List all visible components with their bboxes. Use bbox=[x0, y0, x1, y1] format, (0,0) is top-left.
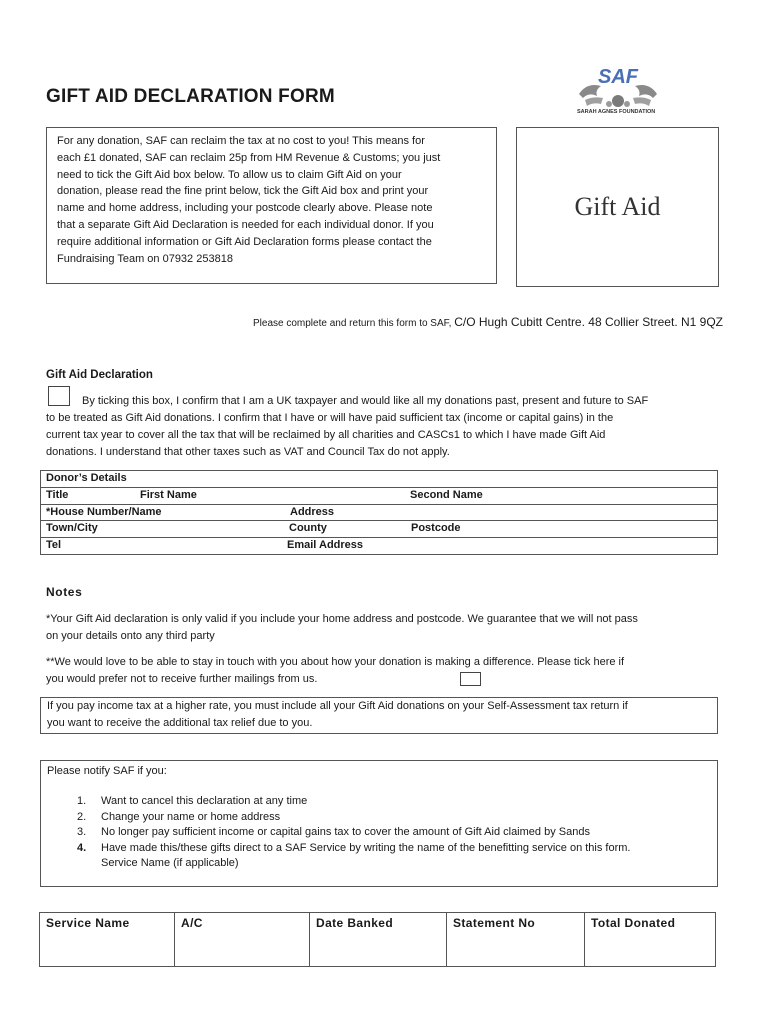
item-text: Have made this/these gifts direct to a SAF Service by writing the name of the benefitting service on this form. bbox=[101, 841, 631, 854]
declaration-heading: Gift Aid Declaration bbox=[46, 369, 153, 381]
no-mailings-checkbox[interactable] bbox=[460, 672, 481, 686]
intro-line: donation, please read the fine print below, tick the Gift Aid box and print your bbox=[57, 185, 429, 198]
postcode-label: Postcode bbox=[411, 522, 461, 535]
declaration-first-line: By ticking this box, I confirm that I am a UK taxpayer and would like all my donations past, present and future to SAF bbox=[82, 395, 649, 407]
tel-label: Tel bbox=[46, 539, 62, 552]
note-1-line: *Your Gift Aid declaration is only valid if you include your home address and postcode. We guarantee that we will not pass bbox=[46, 613, 638, 625]
item-number: 2. bbox=[77, 810, 87, 823]
service-name-line: Service Name (if applicable) bbox=[101, 857, 239, 869]
statement-no-header: Statement No bbox=[453, 916, 536, 930]
saf-logo bbox=[573, 68, 663, 118]
declaration-line: current tax year to cover all the tax that will be reclaimed by all charities and CASCs1 to which I have made Gift Aid bbox=[46, 429, 606, 441]
item-number: 3. bbox=[77, 826, 87, 838]
first-name-label: First Name bbox=[140, 488, 197, 501]
county-label: County bbox=[289, 522, 327, 535]
banking-table bbox=[39, 912, 716, 967]
intro-line: need to tick the Gift Aid box below. To allow us to claim Gift Aid on your bbox=[57, 168, 402, 181]
donor-heading: Donor’s Details bbox=[46, 472, 127, 484]
notify-box bbox=[40, 760, 718, 887]
notify-list bbox=[47, 794, 711, 872]
second-name-label: Second Name bbox=[410, 488, 483, 501]
statement-no-column[interactable] bbox=[447, 913, 585, 967]
notify-heading: Please notify SAF if you: bbox=[47, 765, 167, 777]
gift-aid-box bbox=[516, 127, 719, 287]
town-label: Town/City bbox=[46, 522, 98, 535]
intro-line: each £1 donated, SAF can reclaim 25p from HM Revenue & Customs; you just bbox=[57, 151, 441, 164]
service-name-column[interactable] bbox=[40, 913, 175, 967]
list-item bbox=[47, 856, 711, 872]
declaration-line: to be treated as Gift Aid donations. I confirm that I have or will have paid sufficient tax (income or capital gains) in the bbox=[46, 412, 614, 424]
note-2-line: **We would love to be able to stay in touch with you about how your donation is making a difference. Please tick here if bbox=[46, 656, 625, 668]
notes-heading: Notes bbox=[46, 585, 83, 599]
email-label: Email Address bbox=[287, 539, 364, 552]
address-label: Address bbox=[290, 505, 335, 518]
note-2-line: you would prefer not to receive further mailings from us. bbox=[46, 673, 318, 685]
return-prefix: Please complete and return this form to SAF, bbox=[253, 318, 455, 329]
page-title: GIFT AID DECLARATION FORM bbox=[46, 86, 335, 107]
intro-line: Fundraising Team on 07932 253818 bbox=[57, 252, 233, 265]
donor-town-row[interactable] bbox=[41, 521, 718, 538]
intro-line: name and home address, including your postcode clearly above. Please note bbox=[57, 202, 433, 215]
higher-rate-line: If you pay income tax at a higher rate, you must include all your Gift Aid donations on your Self-Assessment tax return if bbox=[47, 700, 628, 712]
return-address-line bbox=[0, 315, 723, 329]
donor-address-row[interactable] bbox=[41, 504, 718, 521]
higher-rate-line: you want to receive the additional tax relief due to you. bbox=[47, 717, 313, 729]
intro-line: require additional information or Gift Aid Declaration forms please contact the bbox=[57, 235, 432, 248]
total-donated-column[interactable] bbox=[585, 913, 716, 967]
ac-column[interactable] bbox=[175, 913, 310, 967]
list-item bbox=[47, 794, 711, 810]
date-banked-column[interactable] bbox=[310, 913, 447, 967]
ac-header: A/C bbox=[181, 916, 203, 930]
item-text: No longer pay sufficient income or capital gains tax to cover the amount of Gift Aid claimed by Sands bbox=[101, 826, 590, 838]
declaration-text bbox=[46, 410, 726, 461]
house-label: *House Number/Name bbox=[46, 505, 162, 518]
higher-rate-box bbox=[40, 697, 718, 734]
item-text: Want to cancel this declaration at any time bbox=[101, 795, 308, 807]
gift-aid-label: Gift Aid bbox=[574, 192, 661, 221]
note-2 bbox=[46, 654, 736, 688]
list-item bbox=[47, 841, 711, 857]
intro-box bbox=[46, 127, 497, 284]
declaration-line: donations. I understand that other taxes such as VAT and Council Tax do not apply. bbox=[46, 446, 450, 458]
donor-contact-row[interactable] bbox=[41, 538, 718, 555]
list-item bbox=[47, 825, 711, 841]
item-number: 1. bbox=[77, 795, 87, 807]
note-1 bbox=[46, 611, 736, 645]
donor-heading-cell bbox=[41, 471, 718, 488]
logo-text: SAF bbox=[598, 66, 638, 88]
donor-name-row[interactable] bbox=[41, 487, 718, 504]
gift-aid-checkbox[interactable] bbox=[48, 386, 70, 406]
donor-details-table bbox=[40, 470, 718, 555]
title-label: Title bbox=[46, 488, 69, 501]
return-address: C/O Hugh Cubitt Centre. 48 Collier Street. N1 9QZ bbox=[454, 315, 723, 329]
list-item bbox=[47, 810, 711, 826]
note-1-line: on your details onto any third party bbox=[46, 630, 215, 642]
total-donated-header: Total Donated bbox=[591, 916, 676, 930]
logo-subtext: SARAH AGNES FOUNDATION bbox=[577, 109, 656, 115]
date-banked-header: Date Banked bbox=[316, 916, 394, 930]
intro-line: For any donation, SAF can reclaim the tax at no cost to you! This means for bbox=[57, 135, 425, 147]
item-number: 4. bbox=[77, 841, 87, 854]
service-name-header: Service Name bbox=[46, 916, 130, 930]
intro-line: that a separate Gift Aid Declaration is needed for each individual donor. If you bbox=[57, 218, 434, 231]
item-text: Change your name or home address bbox=[101, 810, 281, 823]
